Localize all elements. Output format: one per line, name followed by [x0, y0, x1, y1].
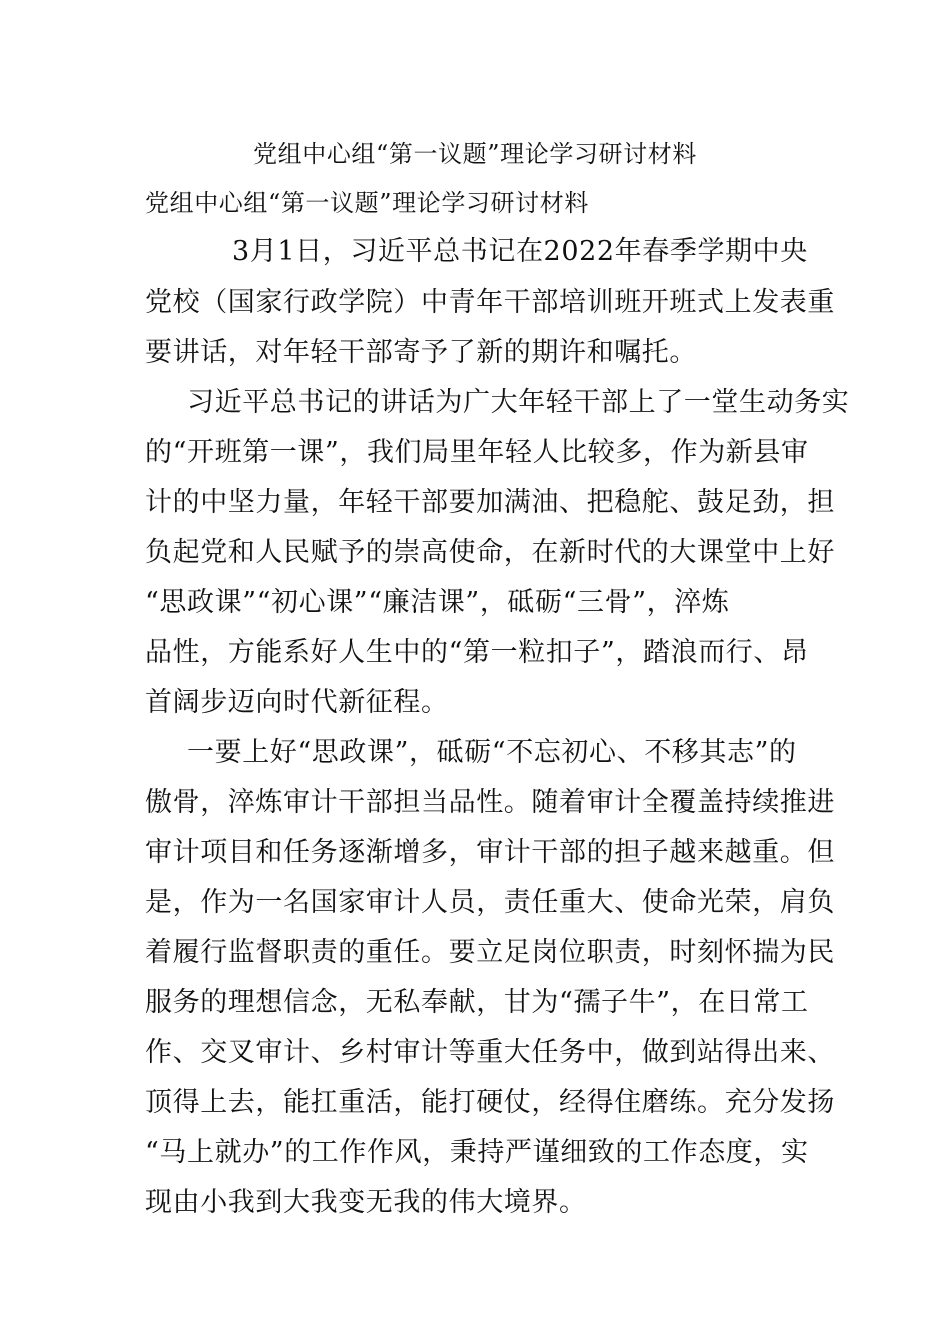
paragraph-3-line-10: 现由小我到大我变无我的伟大境界。: [145, 1187, 587, 1218]
paragraph-3-line-5: 着履行监督职责的重任。要立足岗位职责，时刻怀揣为民: [145, 937, 835, 968]
paragraph-3-line-4: 是，作为一名国家审计人员，责任重大、使命光荣，肩负: [145, 887, 835, 918]
paragraph-3-line-3: 审计项目和任务逐渐增多，审计干部的担子越来越重。但: [145, 837, 835, 868]
paragraph-1-line-2: 党校（国家行政学院）中青年干部培训班开班式上发表重: [145, 287, 835, 318]
paragraph-3-line-1: 一要上好“思政课”，砥砺“不忘初心、不移其志”的: [187, 737, 797, 768]
document-title-repeat: 党组中心组“第一议题”理论学习研讨材料: [145, 189, 589, 217]
paragraph-2-line-6: 品性，方能系好人生中的“第一粒扣子”，踏浪而行、昂: [145, 637, 809, 668]
document-title-centered: 党组中心组“第一议题”理论学习研讨材料: [253, 140, 697, 168]
paragraph-1-line-3: 要讲话，对年轻干部寄予了新的期许和嘱托。: [145, 337, 697, 368]
paragraph-3-line-7: 作、交叉审计、乡村审计等重大任务中，做到站得出来、: [145, 1037, 835, 1068]
paragraph-2-line-2: 的“开班第一课”，我们局里年轻人比较多，作为新县审: [145, 437, 809, 468]
paragraph-3-line-9: “马上就办”的工作作风，秉持严谨细致的工作态度，实: [145, 1137, 809, 1168]
paragraph-3-line-6: 服务的理想信念，无私奉献，甘为“孺子牛”，在日常工: [145, 987, 809, 1018]
paragraph-2-line-7: 首阔步迈向时代新征程。: [145, 687, 449, 718]
paragraph-2-line-4: 负起党和人民赋予的崇高使命，在新时代的大课堂中上好: [145, 537, 835, 568]
paragraph-3-line-8: 顶得上去，能扛重活，能打硬仗，经得住磨练。充分发扬: [145, 1087, 835, 1118]
paragraph-3-line-2: 傲骨，淬炼审计干部担当品性。随着审计全覆盖持续推进: [145, 787, 835, 818]
paragraph-1-line-1: 3月1日，习近平总书记在2022年春季学期中央: [232, 236, 808, 267]
paragraph-2-line-3: 计的中坚力量，年轻干部要加满油、把稳舵、鼓足劲，担: [145, 487, 835, 518]
paragraph-2-line-1: 习近平总书记的讲话为广大年轻干部上了一堂生动务实: [187, 387, 850, 418]
paragraph-2-line-5: “思政课”“初心课”“廉洁课”，砥砺“三骨”，淬炼: [145, 587, 730, 618]
